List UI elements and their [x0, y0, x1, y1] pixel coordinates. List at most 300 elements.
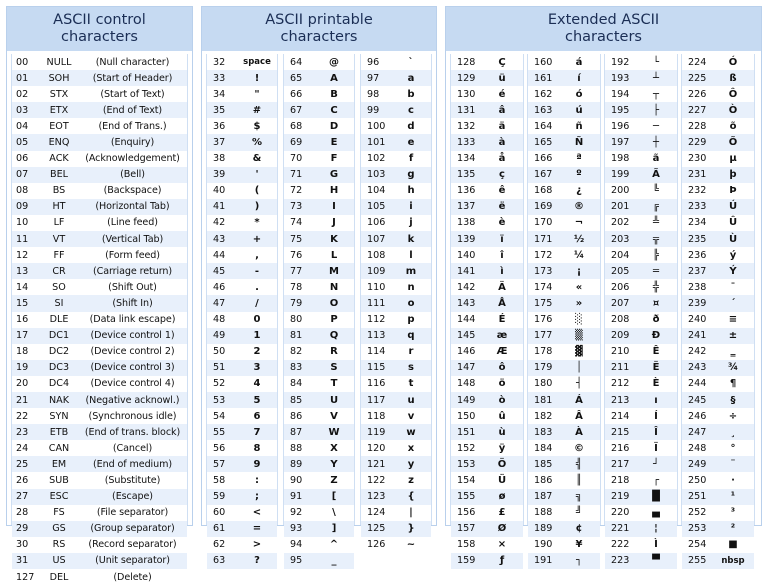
character-code: 131: [457, 104, 476, 116]
character-code: 80: [290, 314, 303, 326]
control-code: 10: [16, 217, 29, 229]
character-glyph: ü: [498, 72, 506, 84]
character-code: 39: [213, 169, 226, 181]
control-description: (Carriage return): [92, 265, 172, 277]
control-code: 03: [16, 104, 29, 116]
character-glyph: Ö: [497, 458, 507, 470]
character-glyph: ÷: [728, 410, 738, 422]
character-glyph: ): [254, 201, 260, 213]
control-description: (Device control 1): [90, 330, 175, 342]
character-code: 230: [688, 153, 707, 165]
character-glyph: I: [332, 201, 336, 213]
character-code: 64: [290, 56, 303, 68]
character-row: [605, 424, 677, 440]
character-glyph: Ë: [652, 362, 660, 374]
control-abbreviation: VT: [52, 233, 66, 245]
control-abbreviation: DEL: [49, 571, 69, 583]
character-row: [451, 489, 523, 505]
character-row: [207, 376, 277, 392]
character-row: [528, 472, 600, 488]
character-code: 69: [290, 137, 303, 149]
character-row: [682, 408, 754, 424]
character-row: [451, 360, 523, 376]
character-row: [605, 295, 677, 311]
control-description: (Start of Text): [100, 88, 165, 100]
character-row: [284, 440, 354, 456]
control-abbreviation: STX: [49, 88, 69, 100]
character-glyph: ¤: [652, 297, 660, 309]
character-code: 175: [534, 297, 553, 309]
character-row: [284, 489, 354, 505]
character-code: 48: [213, 314, 226, 326]
character-code: 46: [213, 281, 226, 293]
character-row: [284, 70, 354, 86]
character-row: [451, 231, 523, 247]
character-glyph: d: [407, 120, 415, 132]
character-code: 189: [534, 523, 553, 535]
character-row: [528, 263, 600, 279]
character-glyph: c: [408, 104, 414, 116]
character-row: [361, 199, 431, 215]
character-code: 177: [534, 330, 553, 342]
character-row: [284, 102, 354, 118]
character-row: [207, 505, 277, 521]
character-row: [528, 392, 600, 408]
character-glyph: y: [407, 458, 415, 470]
control-description: (Shift Out): [108, 281, 157, 293]
control-description: (End of trans. block): [84, 426, 181, 438]
character-row: [284, 312, 354, 328]
character-glyph: ╦: [652, 233, 660, 245]
character-glyph: *: [254, 217, 260, 229]
character-glyph: O: [329, 297, 339, 309]
character-code: 192: [611, 56, 630, 68]
character-glyph: R: [330, 346, 338, 358]
character-glyph: n: [407, 281, 415, 293]
character-glyph: Ù: [728, 233, 738, 245]
character-glyph: Ø: [497, 523, 507, 535]
character-code: 110: [367, 281, 386, 293]
character-code: 219: [611, 491, 630, 503]
character-glyph: D: [329, 120, 339, 132]
character-glyph: ,: [255, 249, 259, 261]
character-code: 253: [688, 523, 707, 535]
character-code: 203: [611, 233, 630, 245]
character-code: 70: [290, 153, 303, 165]
character-glyph: å: [498, 153, 506, 165]
control-row: [12, 376, 187, 392]
character-glyph: `: [408, 56, 414, 68]
character-code: 204: [611, 249, 630, 261]
character-glyph: V: [330, 410, 338, 422]
control-abbreviation: BEL: [50, 169, 68, 181]
character-row: [284, 118, 354, 134]
character-code: 199: [611, 169, 630, 181]
character-glyph: b: [407, 88, 415, 100]
character-glyph: Ä: [498, 281, 506, 293]
control-description: (File separator): [96, 507, 169, 519]
control-code: 02: [16, 88, 29, 100]
character-glyph: J: [332, 217, 336, 229]
character-glyph: Ñ: [574, 137, 584, 149]
control-row: [12, 247, 187, 263]
character-row: [682, 295, 754, 311]
character-code: 95: [290, 555, 303, 567]
control-abbreviation: FS: [53, 507, 65, 519]
character-glyph: ≡: [728, 314, 738, 326]
character-row: [528, 505, 600, 521]
control-row: [12, 183, 187, 199]
character-glyph: Ô: [728, 88, 738, 100]
character-glyph: ╚: [652, 185, 660, 197]
character-row: [207, 521, 277, 537]
character-row: [451, 456, 523, 472]
character-row: [682, 376, 754, 392]
character-row: [207, 118, 277, 134]
control-row: [12, 295, 187, 311]
character-row: [207, 295, 277, 311]
character-row: [361, 183, 431, 199]
character-code: 54: [213, 410, 226, 422]
character-glyph: ¥: [575, 539, 583, 551]
character-glyph: ·: [731, 474, 735, 486]
character-row: [361, 295, 431, 311]
character-glyph: ┐: [575, 555, 583, 567]
character-code: 223: [611, 555, 630, 567]
control-description: (Form feed): [105, 249, 160, 261]
character-glyph: ░: [575, 314, 583, 326]
control-code: 05: [16, 137, 29, 149]
control-row: [12, 167, 187, 183]
control-title-line1: ASCII control: [53, 12, 146, 28]
character-row: [528, 424, 600, 440]
character-row: [528, 376, 600, 392]
character-code: 84: [290, 378, 303, 390]
character-row: [284, 344, 354, 360]
character-row: [682, 505, 754, 521]
character-glyph: W: [328, 426, 340, 438]
control-code: 24: [16, 442, 29, 454]
control-row: [12, 408, 187, 424]
character-code: 81: [290, 330, 303, 342]
character-row: [605, 167, 677, 183]
character-code: 119: [367, 426, 386, 438]
character-code: 249: [688, 458, 707, 470]
character-code: 214: [611, 410, 630, 422]
character-code: 252: [688, 507, 707, 519]
character-row: [284, 215, 354, 231]
character-code: 150: [457, 410, 476, 422]
character-code: 123: [367, 491, 386, 503]
character-row: [284, 134, 354, 150]
character-glyph: ã: [652, 153, 660, 165]
character-glyph: 9: [253, 458, 261, 470]
character-glyph: É: [498, 314, 506, 326]
character-code: 125: [367, 523, 386, 535]
character-code: 74: [290, 217, 303, 229]
character-glyph: °: [730, 442, 736, 454]
control-abbreviation: HT: [52, 201, 66, 213]
character-code: 238: [688, 281, 707, 293]
character-row: [207, 70, 277, 86]
character-glyph: Ì: [654, 539, 658, 551]
control-abbreviation: ETX: [49, 104, 69, 116]
character-code: 184: [534, 442, 553, 454]
character-code: 90: [290, 474, 303, 486]
character-glyph: C: [330, 104, 338, 116]
control-abbreviation: NAK: [48, 394, 70, 406]
character-code: 148: [457, 378, 476, 390]
character-glyph: ñ: [575, 120, 583, 132]
character-glyph: <: [252, 507, 262, 519]
character-code: 146: [457, 346, 476, 358]
character-code: 40: [213, 185, 226, 197]
character-row: [682, 456, 754, 472]
character-glyph: g: [407, 169, 415, 181]
character-row: [361, 118, 431, 134]
character-code: 191: [534, 555, 553, 567]
character-code: 33: [213, 72, 226, 84]
character-glyph: s: [408, 362, 414, 374]
character-row: [528, 553, 600, 569]
character-code: 105: [367, 201, 386, 213]
character-code: 210: [611, 346, 630, 358]
character-row: [605, 54, 677, 70]
control-row: [12, 360, 187, 376]
character-code: 100: [367, 120, 386, 132]
character-row: [207, 344, 277, 360]
character-row: [361, 247, 431, 263]
character-code: 250: [688, 474, 707, 486]
character-glyph: @: [329, 56, 339, 68]
control-row: [12, 344, 187, 360]
character-code: 197: [611, 137, 630, 149]
character-glyph: p: [407, 314, 415, 326]
character-glyph: Þ: [729, 185, 737, 197]
character-glyph: 7: [253, 426, 261, 438]
character-code: 141: [457, 265, 476, 277]
character-glyph: ×: [497, 539, 507, 551]
character-code: 190: [534, 539, 553, 551]
control-row: [12, 86, 187, 102]
character-row: [528, 54, 600, 70]
character-glyph: >: [252, 539, 262, 551]
character-row: [361, 505, 431, 521]
control-code: 29: [16, 523, 29, 535]
printable-column: [360, 54, 432, 551]
control-row: [12, 505, 187, 521]
character-row: [284, 472, 354, 488]
character-row: [361, 344, 431, 360]
character-code: 83: [290, 362, 303, 374]
character-row: [528, 344, 600, 360]
character-row: [284, 199, 354, 215]
character-code: 198: [611, 153, 630, 165]
character-code: 45: [213, 265, 226, 277]
character-code: 226: [688, 88, 707, 100]
character-row: [682, 537, 754, 553]
character-glyph: ┌: [652, 474, 660, 486]
character-glyph: ^: [329, 539, 339, 551]
character-glyph: q: [407, 330, 415, 342]
character-glyph: A: [330, 72, 338, 84]
control-description: (Delete): [113, 571, 152, 583]
character-row: [682, 489, 754, 505]
printable-characters-panel: [201, 6, 437, 567]
character-row: [605, 118, 677, 134]
character-glyph: f: [408, 153, 414, 165]
control-row: [12, 440, 187, 456]
character-glyph: Ú: [728, 201, 738, 213]
character-glyph: ß: [729, 72, 737, 84]
character-row: [682, 118, 754, 134]
extended-title-line2: characters: [565, 29, 642, 45]
character-row: [361, 489, 431, 505]
character-row: [682, 440, 754, 456]
character-glyph: £: [498, 507, 506, 519]
character-code: 207: [611, 297, 630, 309]
character-code: 79: [290, 297, 303, 309]
character-row: [528, 183, 600, 199]
character-glyph: Q: [329, 330, 339, 342]
character-glyph: â: [498, 104, 506, 116]
character-code: 235: [688, 233, 707, 245]
character-row: [682, 183, 754, 199]
character-code: 208: [611, 314, 630, 326]
character-code: 88: [290, 442, 303, 454]
character-code: 140: [457, 249, 476, 261]
control-description: (End of Trans.): [98, 120, 167, 132]
control-row: [12, 424, 187, 440]
character-glyph: w: [406, 426, 416, 438]
character-code: 179: [534, 362, 553, 374]
character-glyph: [: [331, 491, 337, 503]
character-code: 37: [213, 137, 226, 149]
character-glyph: ï: [500, 233, 504, 245]
character-glyph: \: [332, 507, 336, 519]
character-glyph: ┼: [652, 137, 660, 149]
control-description: (Enquiry): [110, 137, 155, 149]
character-code: 113: [367, 330, 386, 342]
control-row: [12, 312, 187, 328]
control-row: [12, 134, 187, 150]
character-code: 32: [213, 56, 226, 68]
character-code: 108: [367, 249, 386, 261]
control-abbreviation: DC2: [48, 346, 70, 358]
character-glyph: !: [254, 72, 260, 84]
character-code: 245: [688, 394, 707, 406]
character-code: 201: [611, 201, 630, 213]
character-code: 115: [367, 362, 386, 374]
character-code: 89: [290, 458, 303, 470]
character-code: 149: [457, 394, 476, 406]
character-glyph: ò: [498, 394, 506, 406]
character-glyph: ³: [730, 507, 736, 519]
character-row: [207, 134, 277, 150]
character-row: [361, 521, 431, 537]
character-glyph: Ð: [651, 330, 661, 342]
character-row: [451, 199, 523, 215]
character-code: 167: [534, 169, 553, 181]
character-code: 161: [534, 72, 553, 84]
character-code: 76: [290, 249, 303, 261]
character-code: 49: [213, 330, 226, 342]
character-code: 106: [367, 217, 386, 229]
character-code: 98: [367, 88, 380, 100]
control-code: 21: [16, 394, 29, 406]
character-row: [451, 537, 523, 553]
character-row: [605, 263, 677, 279]
character-glyph: ý: [729, 249, 737, 261]
character-row: [361, 279, 431, 295]
character-row: [451, 118, 523, 134]
character-row: [451, 472, 523, 488]
control-row: [12, 118, 187, 134]
character-row: [451, 392, 523, 408]
character-row: [451, 183, 523, 199]
character-glyph: #: [252, 104, 262, 116]
control-description: (End of medium): [93, 458, 172, 470]
character-glyph: Ò: [728, 104, 738, 116]
character-glyph: ½: [573, 233, 585, 245]
character-row: [528, 279, 600, 295]
character-glyph: ¨: [730, 458, 736, 470]
character-code: 178: [534, 346, 553, 358]
character-glyph: ┴: [652, 72, 660, 84]
character-row: [682, 472, 754, 488]
character-code: 251: [688, 491, 707, 503]
character-glyph: ┤: [575, 378, 583, 390]
character-row: [451, 505, 523, 521]
control-description: (Start of Header): [92, 72, 173, 84]
character-code: 224: [688, 56, 707, 68]
character-code: 206: [611, 281, 630, 293]
character-glyph: %: [251, 137, 263, 149]
character-code: 67: [290, 104, 303, 116]
character-glyph: ¶: [729, 378, 737, 390]
character-code: 82: [290, 346, 303, 358]
character-row: [451, 553, 523, 569]
character-row: [451, 167, 523, 183]
character-code: 229: [688, 137, 707, 149]
character-code: 194: [611, 88, 630, 100]
control-code: 17: [16, 330, 29, 342]
character-row: [682, 360, 754, 376]
control-code: 16: [16, 314, 29, 326]
control-description: (Substitute): [104, 474, 161, 486]
character-glyph: 5: [253, 394, 261, 406]
control-description: (Negative acknowl.): [85, 394, 180, 406]
character-glyph: Ç: [498, 56, 506, 68]
character-row: [207, 537, 277, 553]
control-code: 00: [16, 56, 29, 68]
character-glyph: ┬: [652, 88, 660, 100]
character-glyph: õ: [729, 120, 737, 132]
character-code: 34: [213, 88, 226, 100]
character-row: [207, 392, 277, 408]
control-abbreviation: ESC: [49, 491, 69, 503]
control-code: 18: [16, 346, 29, 358]
character-row: [451, 102, 523, 118]
character-code: 152: [457, 442, 476, 454]
character-code: 103: [367, 169, 386, 181]
character-row: [605, 553, 677, 569]
control-row: [12, 102, 187, 118]
control-code: 25: [16, 458, 29, 470]
control-code: 22: [16, 410, 29, 422]
character-code: 220: [611, 507, 630, 519]
character-row: [451, 376, 523, 392]
